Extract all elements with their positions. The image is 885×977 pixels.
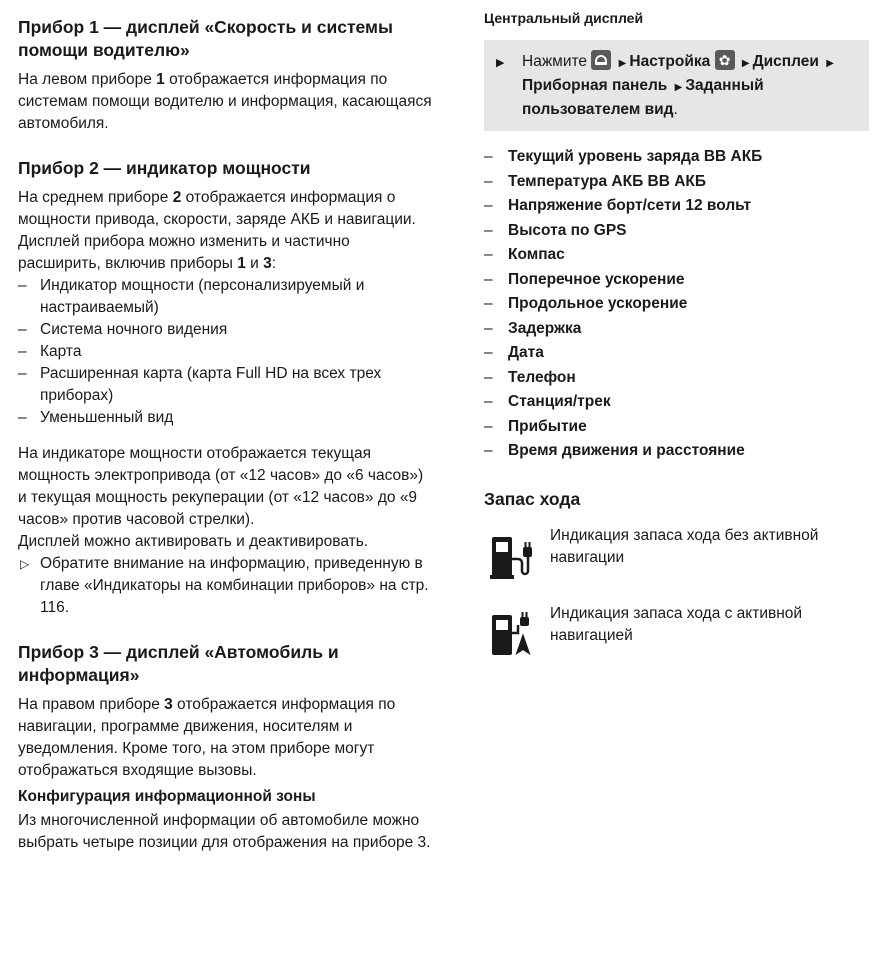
- list-item: – Продольное ускорение: [484, 292, 869, 317]
- list-item: – Высота по GPS: [484, 219, 869, 244]
- note-triangle-icon: ▷: [20, 557, 30, 571]
- section2-text: На среднем приборе 2 отображается информация о мощности привода, скорости, заряде АКБ и навигации. Дисплей прибора можно изменить и частично расширить, включив приборы 1 и 3:: [18, 189, 416, 272]
- info-options-list: [484, 145, 869, 464]
- list-item: – Время движения и расстояние: [484, 439, 869, 464]
- section2-paragraph3: Дисплей можно активировать и деактивировать.: [18, 533, 369, 550]
- range-item-nav: [484, 603, 869, 659]
- list-item: – Поперечное ускорение: [484, 268, 869, 293]
- action-instruction: ▶ Нажмите ▶ Настройка ✿ ▶ Дисплеи ▶ Приборная панель ▶ Заданный пользователем вид.: [484, 40, 869, 131]
- range-title: Запас хода: [484, 488, 581, 509]
- list-item: – Расширенная карта (карта Full HD на всех трех приборах): [18, 363, 436, 407]
- home-icon: [591, 50, 611, 70]
- gear-icon: [715, 50, 735, 70]
- right-column: [484, 0, 869, 681]
- section2-title: Прибор 2 — индикатор мощности: [18, 158, 311, 178]
- section3-paragraph2: Из многочисленной информации об автомобиле можно выбрать четыре позиции для отображения на приборе 3.: [18, 812, 431, 851]
- list-item: – Система ночного видения: [18, 319, 436, 341]
- range-item-no-nav: [484, 525, 869, 581]
- list-item: – Уменьшенный вид: [18, 407, 436, 429]
- list-item: – Задержка: [484, 317, 869, 342]
- section1-title: Прибор 1 — дисплей «Скорость и системы помощи водителю»: [18, 17, 393, 60]
- list-item: – Телефон: [484, 366, 869, 391]
- arrow-icon: ▶: [618, 58, 627, 69]
- charging-station-icon: [490, 533, 532, 581]
- note: ▷ Обратите внимание на информацию, приведенную в главе «Индикаторы на комбинации приборов» на стр. 116.: [20, 555, 429, 616]
- list-item: – Карта: [18, 341, 436, 363]
- arrow-icon: ▶: [826, 58, 834, 69]
- list-item: – Напряжение борт/сети 12 вольт: [484, 194, 869, 219]
- range-text-no-nav: Индикация запаса хода без активной навигации: [550, 526, 819, 566]
- list-item: – Станция/трек: [484, 390, 869, 415]
- range-text-nav: Индикация запаса хода с активной навигацией: [550, 604, 803, 644]
- list-item: – Текущий уровень заряда ВВ АКБ: [484, 145, 869, 170]
- list-item: – Компас: [484, 243, 869, 268]
- section3-title: Прибор 3 — дисплей «Автомобиль и информация»: [18, 642, 339, 685]
- charging-station-nav-icon: [490, 611, 532, 659]
- section1-text: На левом приборе 1 отображается информация по системам помощи водителю и информация, касающаяся автомобиля.: [18, 71, 432, 132]
- step-arrow-icon: ▶: [496, 57, 505, 69]
- arrow-icon: ▶: [741, 58, 750, 69]
- section3-subtitle: Конфигурация информационной зоны: [18, 788, 316, 805]
- central-display-heading: Центральный дисплей: [484, 10, 644, 26]
- list-item: – Температура АКБ ВВ АКБ: [484, 170, 869, 195]
- section2-paragraph2: На индикаторе мощности отображается текущая мощность электропривода (от «12 часов» до «6 часов») и текущая мощность рекуперации (от «12 часов» до «9 часов» против часовой стрелки).: [18, 445, 424, 528]
- list-item: – Прибытие: [484, 415, 869, 440]
- left-column: [18, 0, 436, 854]
- list-item: – Дата: [484, 341, 869, 366]
- section3-text: На правом приборе 3 отображается информация по навигации, программе движения, носителям и уведомления. Кроме того, на этом приборе могут отображаться входящие вызовы.: [18, 696, 396, 779]
- section2-list: [18, 275, 436, 429]
- arrow-icon: ▶: [674, 82, 683, 93]
- list-item: – Индикатор мощности (персонализируемый и настраиваемый): [18, 275, 436, 319]
